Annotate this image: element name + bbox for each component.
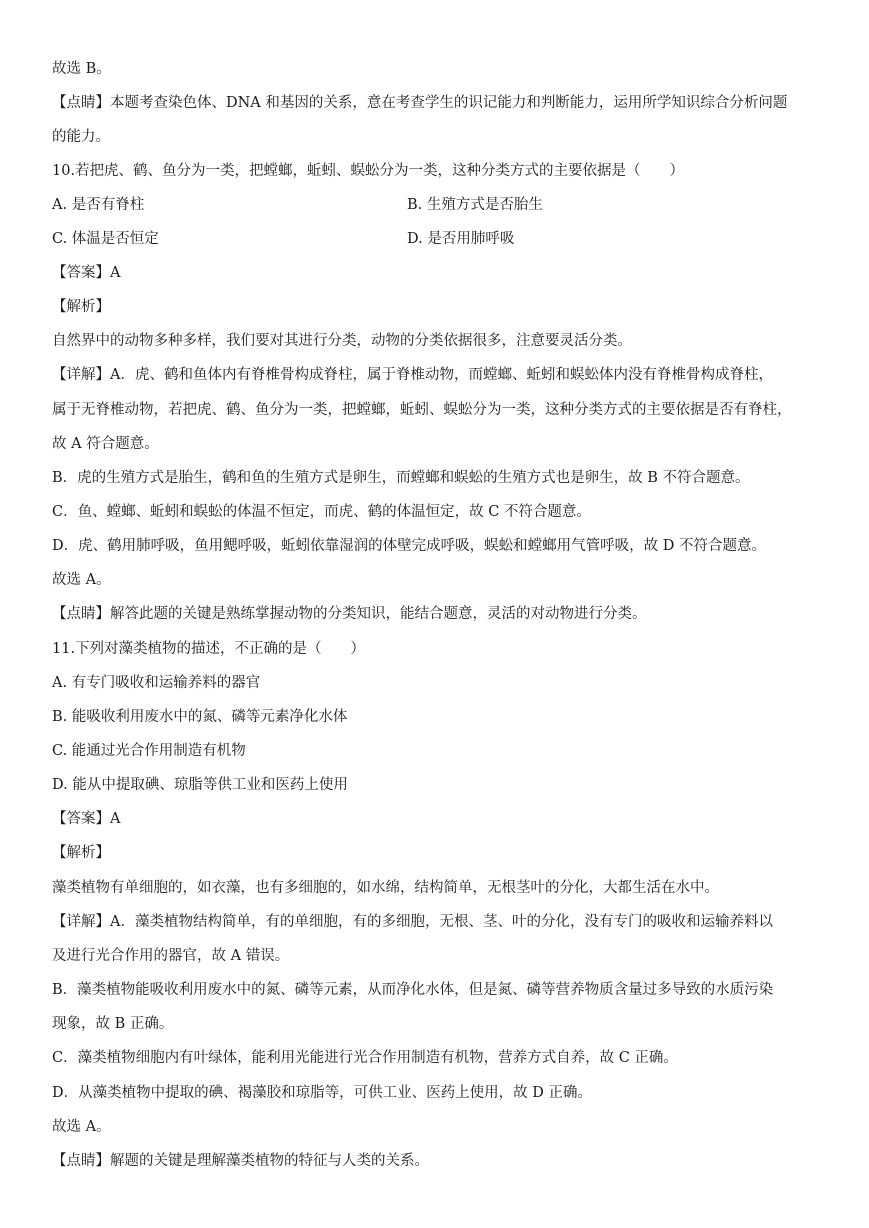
q10-detail-b: B．虎的生殖方式是胎生，鹤和鱼的生殖方式是卵生，而螳螂和蜈蚣的生殖方式也是卵生，故 B 不符合题意。 [52,470,750,486]
q11-option-b: B. 能吸收利用废水中的氮、磷等元素净化水体 [52,709,348,725]
q11-detail-c: C．藻类植物细胞内有叶绿体，能利用光能进行光合作用制造有机物，营养方式自养，故 C 正确。 [52,1050,678,1066]
q10-option-c: C. 体温是否恒定 [52,231,159,247]
q10-conclusion: 故选 A。 [52,572,111,588]
q10-analysis-label: 【解析】 [52,299,110,315]
q9-comment-line-2: 的能力。 [52,129,110,145]
q11-option-c: C. 能通过光合作用制造有机物 [52,743,246,759]
q11-detail-b-line-2: 现象，故 B 正确。 [52,1016,174,1032]
q11-option-d: D. 能从中提取碘、琼脂等供工业和医药上使用 [52,777,348,793]
q10-option-d: D. 是否用肺呼吸 [407,231,515,247]
q10-detail-d: D．虎、鹤用肺呼吸，鱼用鳃呼吸，蚯蚓依靠湿润的体壁完成呼吸，蜈蚣和螳螂用气管呼吸，故 D 不符合题意。 [52,538,766,554]
q10-comment: 【点睛】解答此题的关键是熟练掌握动物的分类知识，能结合题意，灵活的对动物进行分类。 [52,606,647,622]
q9-conclusion: 故选 B。 [52,61,111,77]
q11-detail-line-1: 【详解】A．藻类植物结构简单，有的单细胞，有的多细胞，无根、茎、叶的分化，没有专门的吸收和运输养料以 [52,914,773,930]
q10-stem: 10.若把虎、鹤、鱼分为一类，把螳螂，蚯蚓、蜈蚣分为一类，这种分类方式的主要依据是（ ） [52,163,685,179]
q11-stem: 11.下列对藻类植物的描述，不正确的是（ ） [52,641,366,657]
q11-answer: 【答案】A [52,811,121,827]
q11-comment: 【点睛】解题的关键是理解藻类植物的特征与人类的关系。 [52,1153,429,1169]
q10-option-a: A. 是否有脊柱 [52,197,145,213]
q11-detail-d: D．从藻类植物中提取的碘、褐藻胶和琼脂等，可供工业、医药上使用，故 D 正确。 [52,1085,592,1101]
q10-option-b: B. 生殖方式是否胎生 [407,197,543,213]
q10-detail-line-1: 【详解】A．虎、鹤和鱼体内有脊椎骨构成脊柱，属于脊椎动物，而螳螂、蚯蚓和蜈蚣体内没有脊椎骨构成脊柱， [52,367,773,383]
q10-answer: 【答案】A [52,265,121,281]
q11-detail-b-line-1: B．藻类植物能吸收利用废水中的氮、磷等元素，从而净化水体，但是氮、磷等营养物质含量过多导致的水质污染 [52,982,774,998]
q10-detail-c: C．鱼、螳螂、蚯蚓和蜈蚣的体温不恒定，而虎、鹤的体温恒定，故 C 不符合题意。 [52,504,591,520]
q9-comment-line-1: 【点睛】本题考查染色体、DNA 和基因的关系，意在考查学生的识记能力和判断能力，运用所学知识综合分析问题 [52,95,788,111]
q10-detail-line-2: 属于无脊椎动物，若把虎、鹤、鱼分为一类，把螳螂，蚯蚓、蜈蚣分为一类，这种分类方式的主要依据是否有脊柱， [52,402,792,418]
q10-analysis: 自然界中的动物多种多样，我们要对其进行分类，动物的分类依据很多，注意要灵活分类。 [52,333,632,349]
q11-analysis-label: 【解析】 [52,845,110,861]
q11-analysis: 藻类植物有单细胞的，如衣藻，也有多细胞的，如水绵，结构简单，无根茎叶的分化，大都生活在水中。 [52,880,719,896]
q11-option-a: A. 有专门吸收和运输养料的器官 [52,675,261,691]
q11-detail-line-2: 及进行光合作用的器官，故 A 错误。 [52,948,290,964]
q10-detail-line-3: 故 A 符合题意。 [52,436,159,452]
q11-conclusion: 故选 A。 [52,1119,111,1135]
